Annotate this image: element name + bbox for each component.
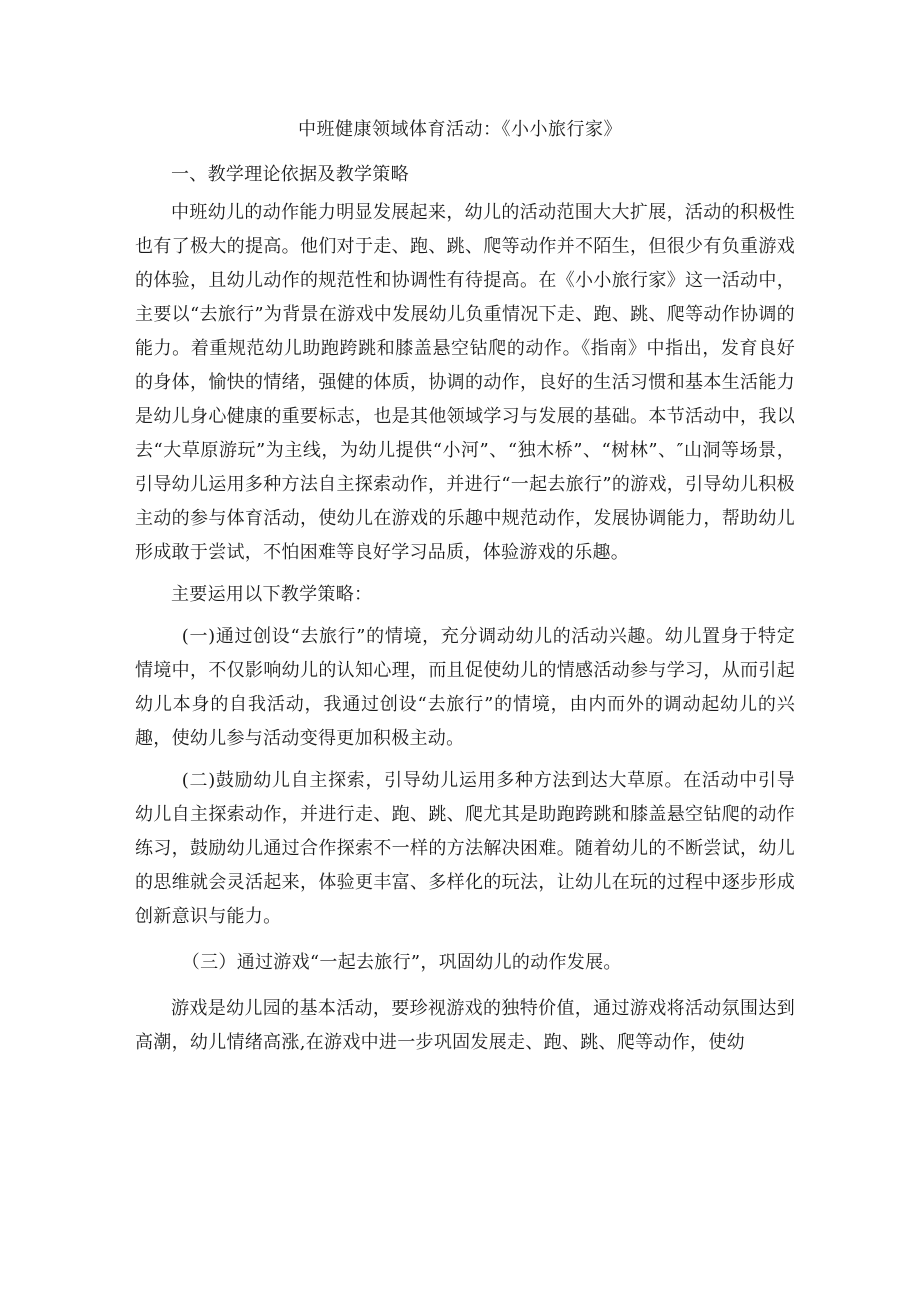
section-heading: 一、教学理论依据及教学策略 xyxy=(171,164,409,185)
paragraph-strategy-2: (二)鼓励幼儿自主探索，引导幼儿运用多种方法到达大草原。在活动中引导幼儿自主探索动作，并进行走、跑、跳、爬尤其是助跑跨跳和膝盖悬空钻爬的动作练习，鼓励幼儿通过合作探索不一样的方法解决困难。随着幼儿的不断尝试，幼儿的思维就会灵活起来，体验更丰富、多样化的玩法，让幼儿在玩的过程中逐步形成创新意识与能力。 xyxy=(135,770,795,927)
paragraph-intro: 中班幼儿的动作能力明显发展起来，幼儿的活动范围大大扩展，活动的积极性也有了极大的提高。他们对于走、跑、跳、爬等动作并不陌生，但很少有负重游戏的体验，且幼儿动作的规范性和协调性有待提高。在《小小旅行家》这一活动中，主要以“去旅行”为背景在游戏中发展幼儿负重情况下走、跑、跳、爬等动作协调的能力。着重规范幼儿助跑跨跳和膝盖悬空钻爬的动作。《指南》中指出，发育良好的身体，愉快的情绪，强健的体质，协调的动作，良好的生活习惯和基本生活能力是幼儿身心健康的重要标志，也是其他领域学习与发展的基础。本节活动中，我以去“大草原游玩”为主线，为幼儿提供“小河”、“独木桥”、“树林”、″山洞等场景，引导幼儿运用多种方法自主探索动作，并进行“一起去旅行”的游戏，引导幼儿积极主动的参与体育活动，使幼儿在游戏的乐趣中规范动作，发展协调能力，帮助幼儿形成敢于尝试，不怕困难等良好学习品质，体验游戏的乐趣。 xyxy=(135,202,795,563)
paragraph-strategy-3-heading: （三）通过游戏“一起去旅行”，巩固幼儿的动作发展。 xyxy=(181,952,622,973)
paragraph-game-description: 游戏是幼儿园的基本活动，要珍视游戏的独特价值，通过游戏将活动氛围达到高潮，幼儿情绪高涨,在游戏中进一步巩固发展走、跑、跳、爬等动作，使幼 xyxy=(135,998,795,1053)
paragraph-strategy-1: (一)通过创设“去旅行”的情境，充分调动幼儿的活动兴趣。幼儿置身于特定情境中，不仅影响幼儿的认知心理，而且促使幼儿的情感活动参与学习，从而引起幼儿本身的自我活动，我通过创设“去旅行”的情境，由内而外的调动起幼儿的兴趣，使幼儿参与活动变得更加积极主动。 xyxy=(135,626,795,749)
document-title: 中班健康领域体育活动：《小小旅行家》 xyxy=(298,119,622,140)
paragraph-strategy-intro: 主要运用以下教学策略： xyxy=(171,584,373,605)
document-body xyxy=(135,158,795,1060)
